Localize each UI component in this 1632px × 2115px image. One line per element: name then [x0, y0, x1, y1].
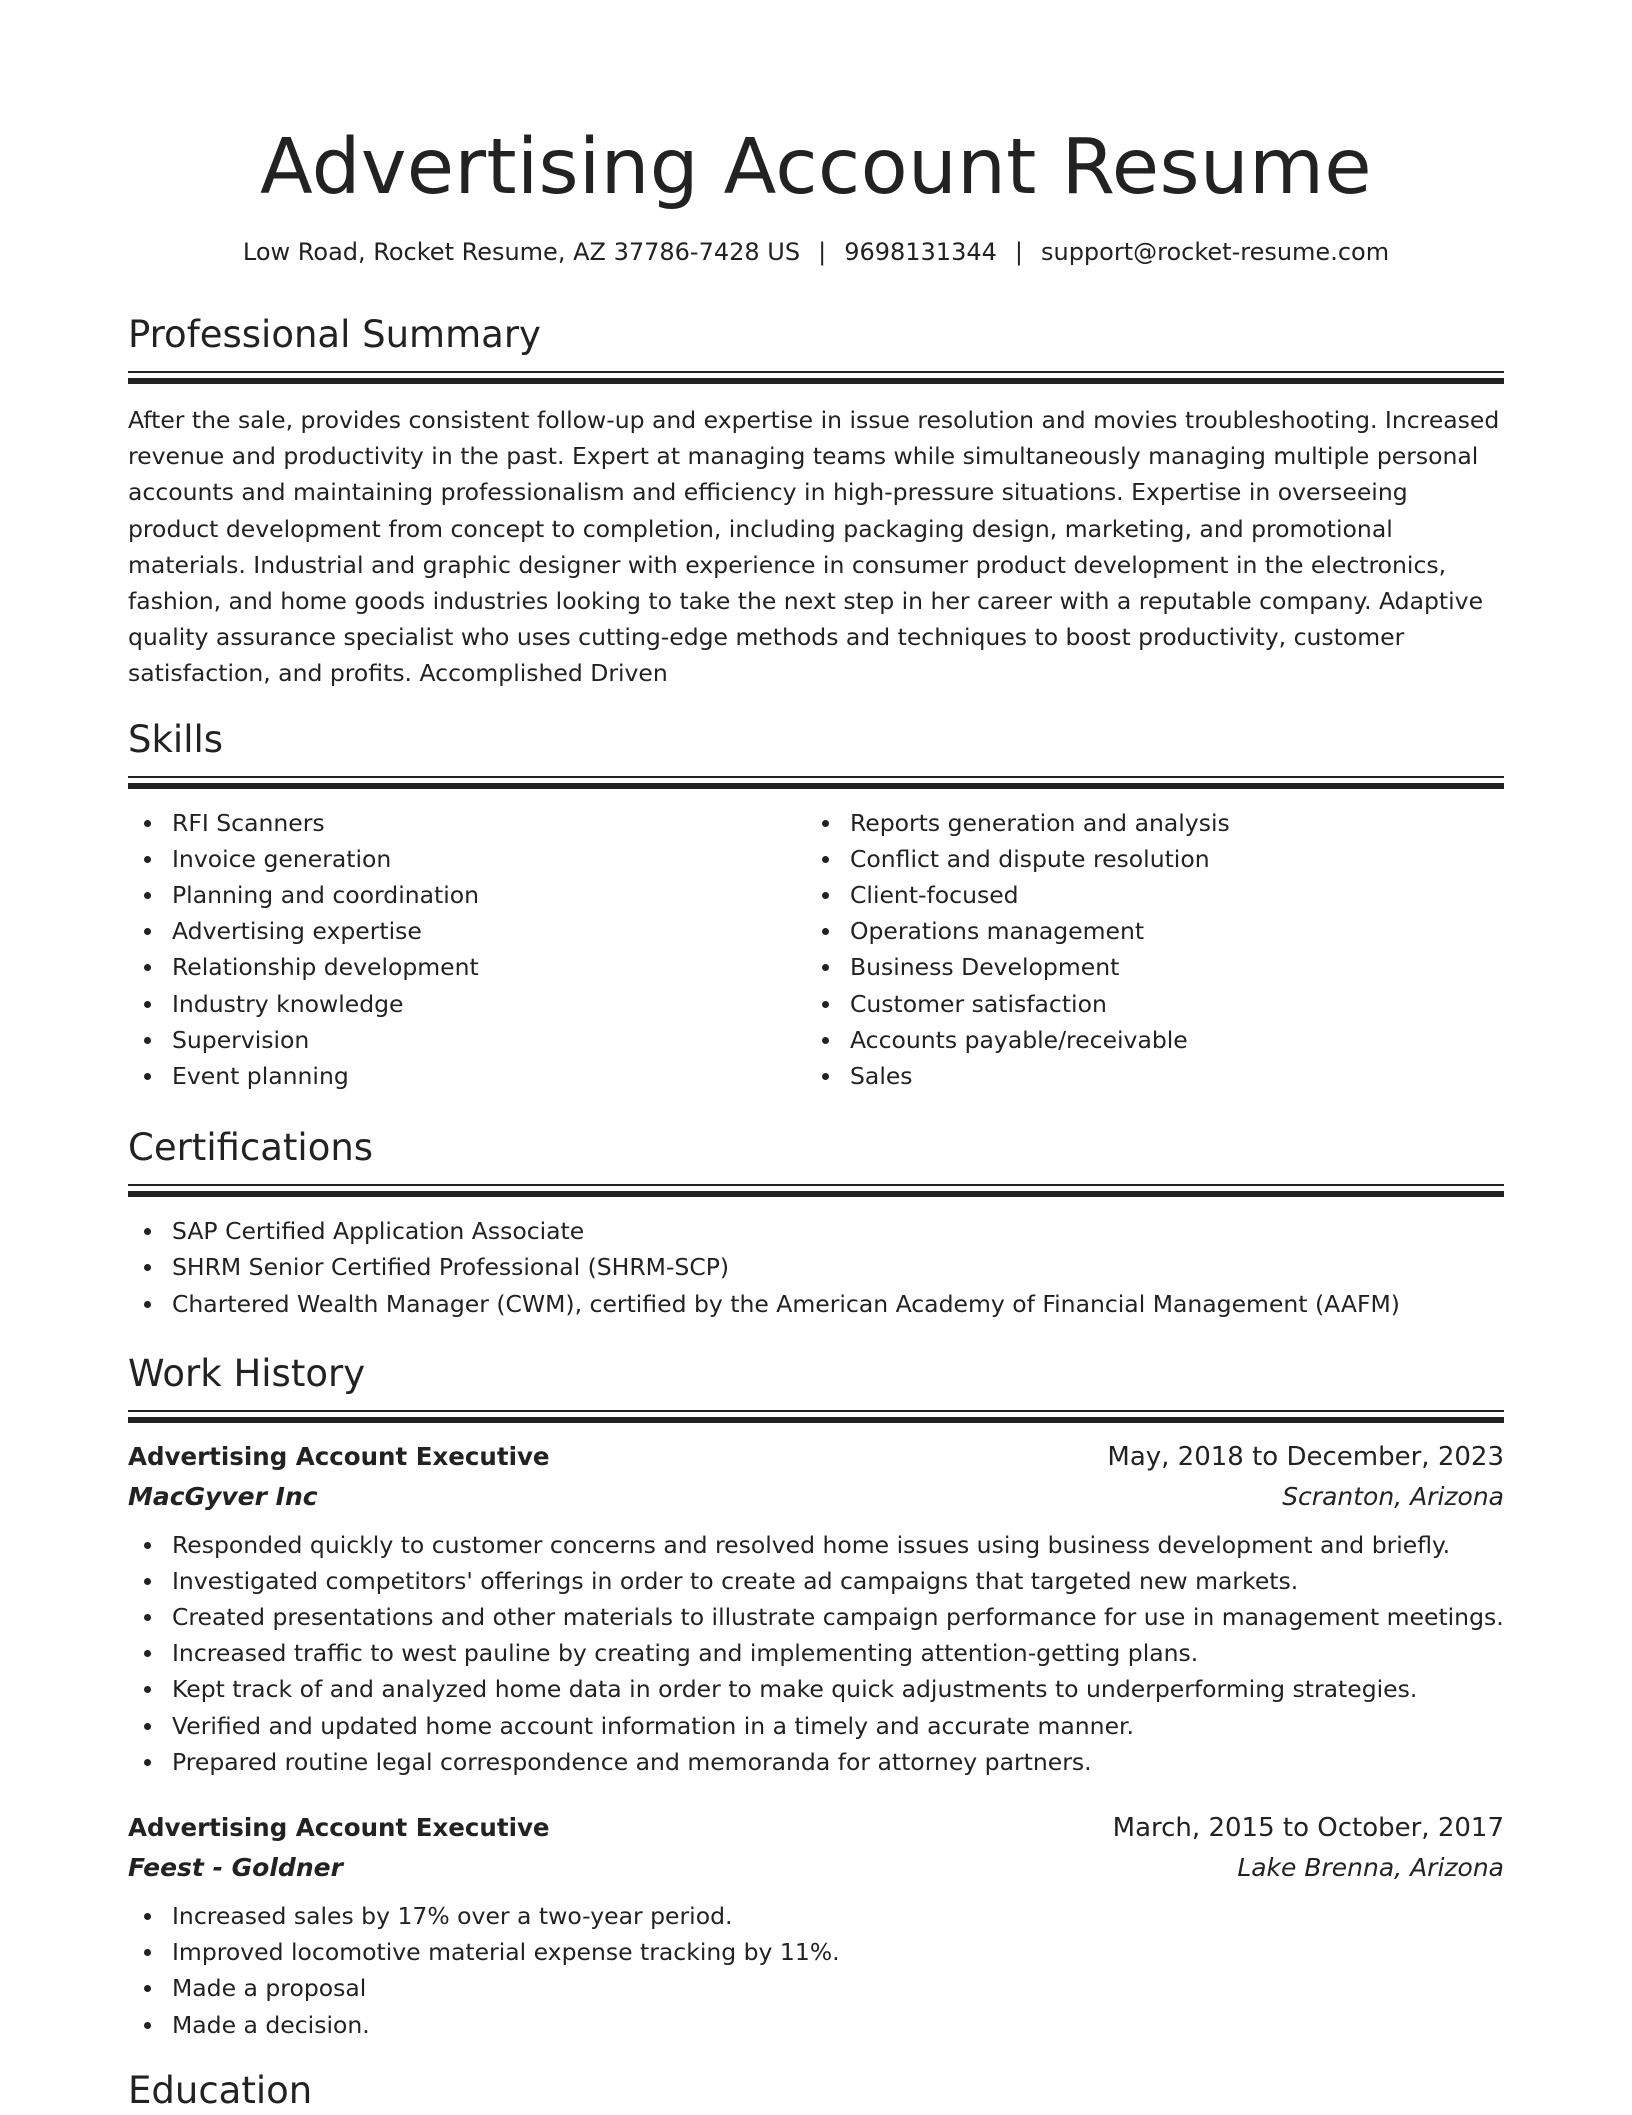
contact-email: support@rocket-resume.com [1040, 238, 1390, 266]
bullet-icon [144, 1614, 151, 1621]
bullet-icon [822, 1073, 829, 1080]
bullet-icon [144, 1228, 151, 1235]
section-divider [128, 1410, 1504, 1423]
job-bullet: Improved locomotive material expense tracking by 11%. [128, 1934, 1504, 1970]
bullet-icon [144, 1542, 151, 1549]
contact-address: Low Road, Rocket Resume, AZ 37786-7428 US [242, 238, 801, 266]
summary-heading: Professional Summary [128, 313, 541, 356]
bullet-icon [144, 1913, 151, 1920]
bullet-icon [144, 1578, 151, 1585]
job-bullet: Made a decision. [128, 2007, 1504, 2043]
job-company-row [128, 1475, 1504, 1515]
contact-phone: 9698131344 [844, 238, 997, 266]
skill-item: Relationship development [128, 949, 806, 985]
skill-item: Supervision [128, 1022, 806, 1058]
section-divider [128, 371, 1504, 384]
contact-separator: | [1014, 238, 1023, 266]
skill-item: Client-focused [806, 877, 1484, 913]
job-company: Feest - Goldner [128, 1853, 343, 1882]
skill-item: Business Development [806, 949, 1484, 985]
bullet-icon [144, 1264, 151, 1271]
bullet-icon [144, 2022, 151, 2029]
job-bullet: Created presentations and other materials to illustrate campaign performance for use in management meetings. [128, 1599, 1504, 1635]
contact-line [128, 235, 1504, 269]
bullet-icon [822, 1001, 829, 1008]
job-bullet: Increased traffic to west pauline by creating and implementing attention-getting plans. [128, 1635, 1504, 1671]
bullet-icon [822, 892, 829, 899]
job-entry [128, 1439, 1504, 1780]
job-title: Advertising Account Executive [128, 1813, 550, 1842]
bullet-icon [144, 1037, 151, 1044]
job-bullet: Verified and updated home account information in a timely and accurate manner. [128, 1708, 1504, 1744]
certifications-section [128, 1124, 1504, 1322]
certifications-list [128, 1213, 1504, 1322]
education-heading: Education [128, 2068, 313, 2112]
bullet-icon [822, 856, 829, 863]
summary-text: After the sale, provides consistent follow-up and expertise in issue resolution and movies troubleshooting. Increased revenue and productivity in the past. Expert at managing teams while simultaneously managing multiple personal accounts and maintaining professionalism and efficiency in high-pressure situations. Expertise in overseeing product development from concept to completion, including packaging design, marketing, and promotional materials. Industrial and graphic designer with experience in consumer product development in the electronics, fashion, and home goods industries looking to take the next step in her career with a reputable company. Adaptive quality assurance specialist who uses cutting-edge methods and techniques to boost productivity, customer satisfaction, and profits. Accomplished Driven [128, 406, 1500, 688]
job-bullet: Made a proposal [128, 1970, 1504, 2006]
job-title: Advertising Account Executive [128, 1441, 550, 1471]
skill-item: RFI Scanners [128, 805, 806, 841]
job-entry [128, 1810, 1504, 2043]
certification-item: SHRM Senior Certified Professional (SHRM-SCP) [128, 1249, 1504, 1285]
skills-section [128, 716, 1504, 1095]
bullet-icon [822, 820, 829, 827]
bullet-icon [144, 820, 151, 827]
job-title-row [128, 1810, 1504, 1846]
skill-item: Sales [806, 1058, 1484, 1094]
bullet-icon [144, 1001, 151, 1008]
bullet-icon [144, 856, 151, 863]
job-bullet: Prepared routine legal correspondence and memoranda for attorney partners. [128, 1744, 1504, 1780]
job-title-row [128, 1439, 1504, 1475]
job-location: Scranton, Arizona [1282, 1481, 1504, 1511]
job-bullet: Responded quickly to customer concerns and resolved home issues using business development and briefly. [128, 1527, 1504, 1563]
skill-item: Advertising expertise [128, 913, 806, 949]
skill-item: Customer satisfaction [806, 986, 1484, 1022]
bullet-icon [822, 1037, 829, 1044]
skills-list-left [128, 805, 806, 1095]
certifications-heading: Certifications [128, 1126, 374, 1170]
section-divider [128, 776, 1504, 789]
skill-item: Planning and coordination [128, 877, 806, 913]
bullet-icon [144, 1985, 151, 1992]
bullet-icon [144, 1301, 151, 1308]
job-company-row [128, 1846, 1504, 1886]
skill-item: Accounts payable/receivable [806, 1022, 1484, 1058]
bullet-icon [144, 928, 151, 935]
skill-item: Operations management [806, 913, 1484, 949]
job-location: Lake Brenna, Arizona [1237, 1853, 1504, 1882]
bullet-icon [144, 892, 151, 899]
skills-grid [128, 805, 1504, 1095]
bullet-icon [822, 964, 829, 971]
job-bullet: Increased sales by 17% over a two-year period. [128, 1898, 1504, 1934]
summary-section [128, 311, 1504, 692]
bullet-icon [144, 1686, 151, 1693]
bullet-icon [144, 1073, 151, 1080]
section-divider [128, 1184, 1504, 1197]
certification-item: SAP Certified Application Associate [128, 1213, 1504, 1249]
work-history-heading: Work History [128, 1351, 366, 1395]
job-bullet: Kept track of and analyzed home data in order to make quick adjustments to underperforming strategies. [128, 1671, 1504, 1707]
bullet-icon [822, 928, 829, 935]
resume-page [128, 0, 1504, 2115]
skill-item: Event planning [128, 1058, 806, 1094]
bullet-icon [144, 1723, 151, 1730]
job-bullet: Investigated competitors' offerings in order to create ad campaigns that targeted new markets. [128, 1563, 1504, 1599]
job-dates: May, 2018 to December, 2023 [1107, 1441, 1504, 1472]
job-dates: March, 2015 to October, 2017 [1112, 1813, 1504, 1843]
job-bullet-list [128, 1527, 1504, 1780]
bullet-icon [144, 1949, 151, 1956]
skill-item: Industry knowledge [128, 986, 806, 1022]
job-company: MacGyver Inc [128, 1481, 318, 1511]
education-section [128, 2067, 1504, 2115]
skill-item: Conflict and dispute resolution [806, 841, 1484, 877]
resume-title: Advertising Account Resume [260, 123, 1372, 212]
work-history-section [128, 1350, 1504, 2043]
skills-heading: Skills [128, 717, 224, 761]
skill-item: Invoice generation [128, 841, 806, 877]
skills-list-right [806, 805, 1484, 1095]
contact-separator: | [818, 238, 827, 266]
job-bullet-list [128, 1898, 1504, 2043]
bullet-icon [144, 964, 151, 971]
bullet-icon [144, 1650, 151, 1657]
skill-item: Reports generation and analysis [806, 805, 1484, 841]
bullet-icon [144, 1759, 151, 1766]
certification-item: Chartered Wealth Manager (CWM), certified by the American Academy of Financial Management (AAFM) [128, 1286, 1504, 1322]
